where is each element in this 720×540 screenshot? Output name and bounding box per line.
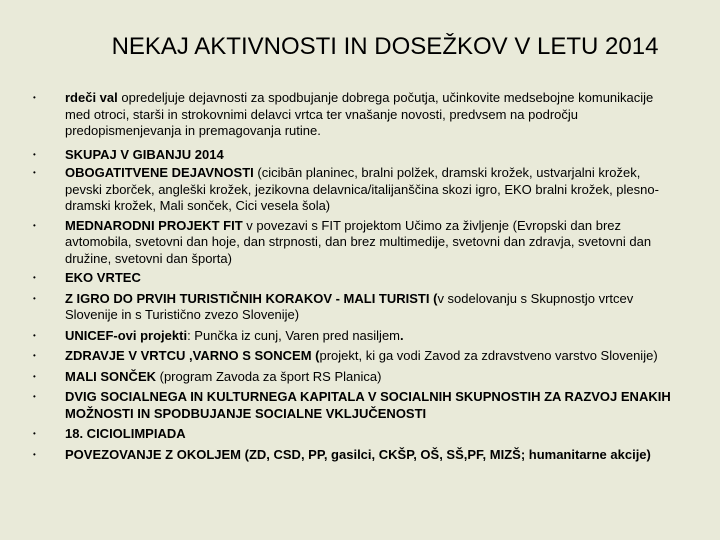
item-bold-text: POVEZOVANJE Z OKOLJEM (ZD, CSD, PP, gasilci, CKŠP, OŠ, SŠ,PF, MIZŠ; humanitarne akcije) xyxy=(65,446,651,462)
item-bold-text: ZDRAVJE V VRTCU ,VARNO S SONCEM ( xyxy=(65,348,320,363)
bullet-icon: • xyxy=(33,220,36,230)
item-text: v povezavi s FIT projektom Učimo za življenje (Evropski dan brez avtomobila, svetovni dan hoje, dan strpnosti, dan brez multimedije, svetovni dan zdravja, svetovni dan družine, svetovni dan športa) xyxy=(65,217,652,266)
item-bold-text: Z IGRO DO PRVIH TURISTIČNIH KORAKOV - MALI TURISTI ( xyxy=(65,290,438,306)
bullet-icon: • xyxy=(33,93,36,102)
list-item xyxy=(0,328,720,345)
bullet-icon: • xyxy=(33,392,36,401)
bullet-icon: • xyxy=(33,293,36,303)
item-bold-text: EKO VRTEC xyxy=(65,270,141,285)
list-item xyxy=(0,348,720,365)
item-bold-text: MEDNARODNI PROJEKT FIT xyxy=(65,217,243,233)
bullet-icon: • xyxy=(33,273,36,282)
list-item xyxy=(0,369,720,386)
item-bold-text: OBOGATITVENE DEJAVNOSTI xyxy=(65,165,254,180)
bullet-icon: • xyxy=(33,168,36,177)
slide-title: NEKAJ AKTIVNOSTI IN DOSEŽKOV V LETU 2014 xyxy=(111,33,659,60)
list-item xyxy=(0,291,720,324)
item-text: projekt, ki ga vodi Zavod za zdravstveno varstvo Slovenije) xyxy=(319,348,658,363)
list-item xyxy=(0,270,720,287)
list-item xyxy=(0,389,720,422)
item-text: : Punčka iz cunj, Varen pred nasiljem xyxy=(187,327,400,343)
bullet-icon: • xyxy=(33,371,36,381)
bullet-icon: • xyxy=(33,449,36,459)
list-item xyxy=(0,218,720,268)
item-text: opredeljuje dejavnosti za spodbujanje dobrega počutja, učinkovite medsebojne komunikacije med otroci, starši in strokovnimi delavci vrtca ter vnašanje novosti, predvsem na področju predopismenjevanja in premagovanja rutine. xyxy=(65,90,654,138)
bullet-icon: • xyxy=(33,351,36,360)
activity-list xyxy=(0,90,720,463)
list-item xyxy=(0,147,720,164)
item-bold-text: 18. CICIOLIMPIADA xyxy=(65,426,186,441)
bullet-icon: • xyxy=(33,149,36,159)
list-item xyxy=(0,90,720,140)
list-item xyxy=(0,165,720,215)
item-bold-text: DVIG SOCIALNEGA IN KULTURNEGA KAPITALA V SOCIALNIH SKUPNOSTIH ZA RAZVOJ ENAKIH MOŽNOSTI IN SPODBUJANJE SOCIALNE VKLJUČENOSTI xyxy=(65,389,671,421)
item-bold-text: rdeči val xyxy=(65,90,118,105)
bullet-icon: • xyxy=(33,330,36,340)
item-text: (cicibān planinec, bralni polžek, dramski krožek, ustvarjalni krožek, pevski zborček, angleški krožek, jezikovna delavnica/italijanščina skozi igro, EKO bralni krožek, plesno-dramski krožek, Mali sonček, Cici vesela šola) xyxy=(65,165,659,213)
bullet-icon: • xyxy=(33,429,36,438)
item-text: v sodelovanju s Skupnostjo vrtcev Slovenije in s Turistično zvezo Slovenije) xyxy=(65,290,634,322)
item-bold-tail: . xyxy=(400,327,404,343)
item-bold-text: SKUPAJ V GIBANJU 2014 xyxy=(65,146,224,162)
list-item xyxy=(0,447,720,464)
list-item xyxy=(0,426,720,443)
item-text: (program Zavoda za šport RS Planica) xyxy=(156,368,382,384)
item-bold-text: UNICEF-ovi projekti xyxy=(65,327,188,343)
item-bold-text: MALI SONČEK xyxy=(65,368,156,384)
